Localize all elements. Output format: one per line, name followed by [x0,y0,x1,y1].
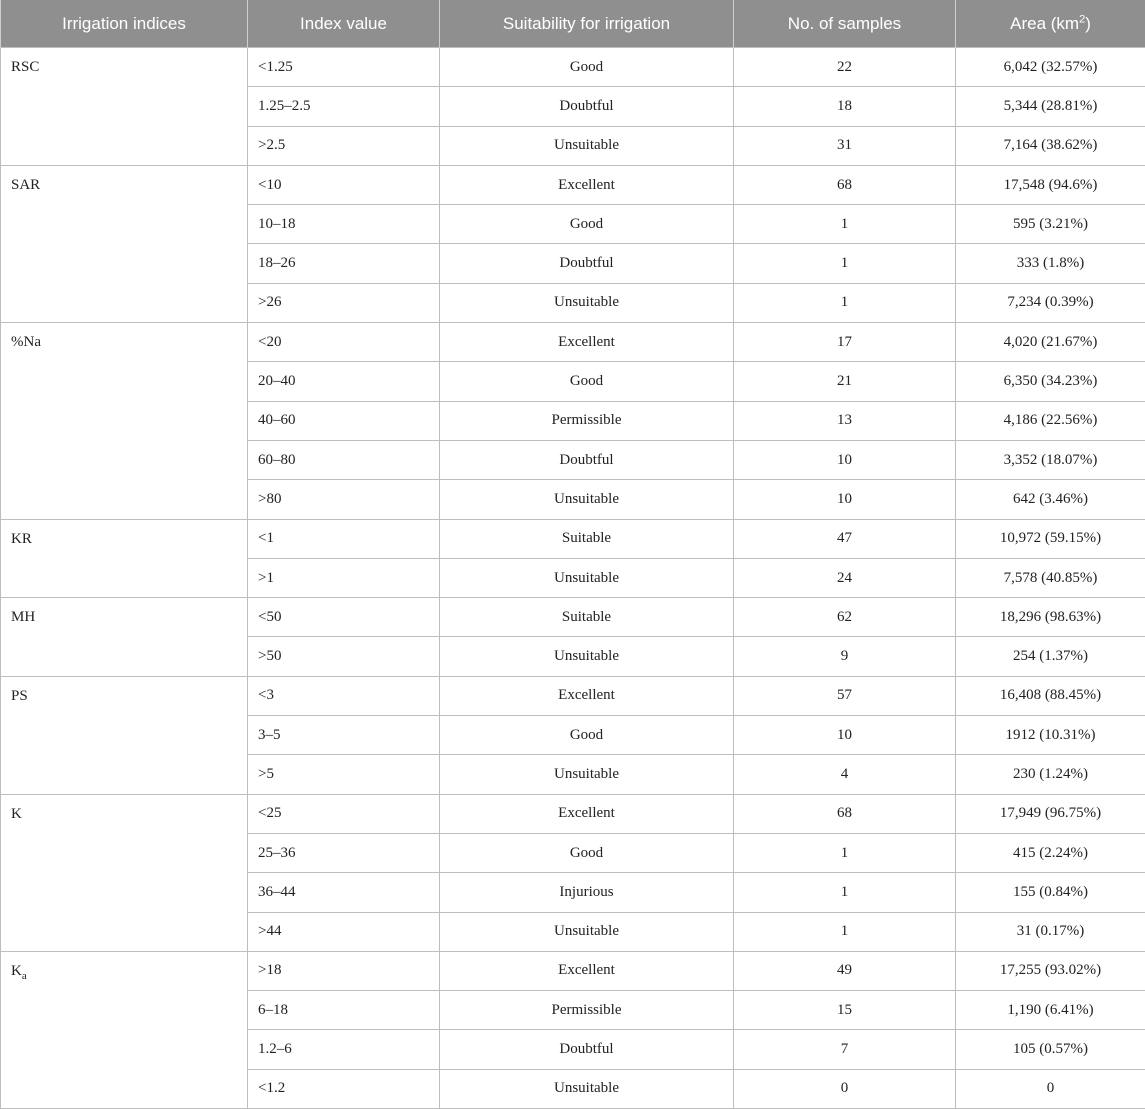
suitability-cell: Unsuitable [440,1069,734,1108]
suitability-cell: Doubtful [440,244,734,283]
index-value-cell: 25–36 [248,833,440,872]
area-cell: 155 (0.84%) [956,873,1145,912]
index-name-cell [1,165,248,322]
area-cell: 4,020 (21.67%) [956,323,1145,362]
index-name-cell [1,951,248,1108]
samples-cell: 13 [734,401,956,440]
samples-cell: 7 [734,1030,956,1069]
suitability-cell: Doubtful [440,1030,734,1069]
samples-cell: 22 [734,48,956,87]
samples-cell: 10 [734,480,956,519]
suitability-cell: Excellent [440,951,734,990]
index-value-cell: >50 [248,637,440,676]
area-cell: 31 (0.17%) [956,912,1145,951]
index-value-cell: <1 [248,519,440,558]
index-value-cell: >44 [248,912,440,951]
index-value-cell: >26 [248,283,440,322]
suitability-cell: Good [440,362,734,401]
samples-cell: 62 [734,598,956,637]
index-value-cell: 6–18 [248,991,440,1030]
header-area-close: ) [1085,14,1091,33]
area-cell: 1,190 (6.41%) [956,991,1145,1030]
samples-cell: 15 [734,991,956,1030]
table-row [1,951,1145,990]
table-header [1,0,1145,48]
samples-cell: 10 [734,716,956,755]
table-row [1,323,1145,362]
suitability-cell: Permissible [440,991,734,1030]
suitability-cell: Excellent [440,676,734,715]
suitability-cell: Doubtful [440,440,734,479]
area-cell: 3,352 (18.07%) [956,440,1145,479]
table-row [1,519,1145,558]
samples-cell: 68 [734,165,956,204]
table-row [1,676,1145,715]
area-cell: 17,255 (93.02%) [956,951,1145,990]
index-value-cell: >2.5 [248,126,440,165]
index-value-cell: 10–18 [248,205,440,244]
header-area [956,0,1145,48]
index-name-cell [1,48,248,166]
header-index-value: Index value [248,0,440,48]
index-name: MH [11,609,35,625]
index-value-cell: 60–80 [248,440,440,479]
area-cell: 6,350 (34.23%) [956,362,1145,401]
suitability-cell: Excellent [440,794,734,833]
suitability-cell: Unsuitable [440,755,734,794]
table-body [1,48,1145,1109]
area-cell: 10,972 (59.15%) [956,519,1145,558]
index-value-cell: 36–44 [248,873,440,912]
area-cell: 4,186 (22.56%) [956,401,1145,440]
index-name: %Na [11,334,41,350]
index-name: PS [11,688,28,704]
index-value-cell: >18 [248,951,440,990]
area-cell: 230 (1.24%) [956,755,1145,794]
header-irrigation-indices: Irrigation indices [1,0,248,48]
suitability-cell: Suitable [440,598,734,637]
index-value-cell: <3 [248,676,440,715]
index-name: KR [11,531,32,547]
suitability-cell: Excellent [440,323,734,362]
samples-cell: 68 [734,794,956,833]
samples-cell: 10 [734,440,956,479]
samples-cell: 1 [734,205,956,244]
area-cell: 16,408 (88.45%) [956,676,1145,715]
index-value-cell: 40–60 [248,401,440,440]
samples-cell: 21 [734,362,956,401]
index-name: K [11,963,22,979]
suitability-cell: Injurious [440,873,734,912]
samples-cell: 47 [734,519,956,558]
suitability-cell: Good [440,833,734,872]
suitability-cell: Unsuitable [440,912,734,951]
index-name-cell [1,598,248,677]
index-value-cell: <1.25 [248,48,440,87]
samples-cell: 31 [734,126,956,165]
header-area-label: Area (km [1010,14,1079,33]
area-cell: 595 (3.21%) [956,205,1145,244]
samples-cell: 57 [734,676,956,715]
index-value-cell: 18–26 [248,244,440,283]
area-cell: 415 (2.24%) [956,833,1145,872]
header-suitability: Suitability for irrigation [440,0,734,48]
suitability-cell: Unsuitable [440,637,734,676]
area-cell: 333 (1.8%) [956,244,1145,283]
area-cell: 6,042 (32.57%) [956,48,1145,87]
index-name: RSC [11,59,39,75]
index-value-cell: <25 [248,794,440,833]
area-cell: 7,164 (38.62%) [956,126,1145,165]
index-name-subscript: a [22,970,27,982]
samples-cell: 1 [734,283,956,322]
suitability-cell: Good [440,205,734,244]
samples-cell: 18 [734,87,956,126]
samples-cell: 0 [734,1069,956,1108]
table-row [1,794,1145,833]
samples-cell: 9 [734,637,956,676]
index-value-cell: 1.2–6 [248,1030,440,1069]
index-value-cell: <50 [248,598,440,637]
index-name-cell [1,323,248,519]
index-value-cell: <10 [248,165,440,204]
index-value-cell: <1.2 [248,1069,440,1108]
area-cell: 18,296 (98.63%) [956,598,1145,637]
index-name: K [11,806,22,822]
samples-cell: 49 [734,951,956,990]
suitability-cell: Unsuitable [440,480,734,519]
samples-cell: 1 [734,244,956,283]
area-cell: 17,548 (94.6%) [956,165,1145,204]
table-row [1,165,1145,204]
table-row [1,48,1145,87]
area-cell: 642 (3.46%) [956,480,1145,519]
header-row [1,0,1145,48]
index-name: SAR [11,177,40,193]
suitability-cell: Unsuitable [440,558,734,597]
index-value-cell: <20 [248,323,440,362]
index-value-cell: 3–5 [248,716,440,755]
suitability-cell: Permissible [440,401,734,440]
samples-cell: 4 [734,755,956,794]
suitability-cell: Unsuitable [440,126,734,165]
index-name-cell [1,676,248,794]
index-value-cell: >5 [248,755,440,794]
table-row [1,598,1145,637]
samples-cell: 1 [734,873,956,912]
area-cell: 7,234 (0.39%) [956,283,1145,322]
index-value-cell: >80 [248,480,440,519]
suitability-cell: Good [440,716,734,755]
suitability-cell: Unsuitable [440,283,734,322]
area-cell: 1912 (10.31%) [956,716,1145,755]
samples-cell: 24 [734,558,956,597]
suitability-cell: Good [440,48,734,87]
suitability-cell: Doubtful [440,87,734,126]
suitability-cell: Excellent [440,165,734,204]
area-cell: 0 [956,1069,1145,1108]
header-no-of-samples: No. of samples [734,0,956,48]
index-value-cell: 20–40 [248,362,440,401]
samples-cell: 1 [734,912,956,951]
area-cell: 5,344 (28.81%) [956,87,1145,126]
index-name-cell [1,794,248,951]
index-value-cell: >1 [248,558,440,597]
area-cell: 105 (0.57%) [956,1030,1145,1069]
index-value-cell: 1.25–2.5 [248,87,440,126]
area-cell: 7,578 (40.85%) [956,558,1145,597]
suitability-cell: Suitable [440,519,734,558]
index-name-cell [1,519,248,598]
samples-cell: 17 [734,323,956,362]
samples-cell: 1 [734,833,956,872]
area-cell: 17,949 (96.75%) [956,794,1145,833]
area-cell: 254 (1.37%) [956,637,1145,676]
header-area-superscript: 2 [1079,13,1085,25]
